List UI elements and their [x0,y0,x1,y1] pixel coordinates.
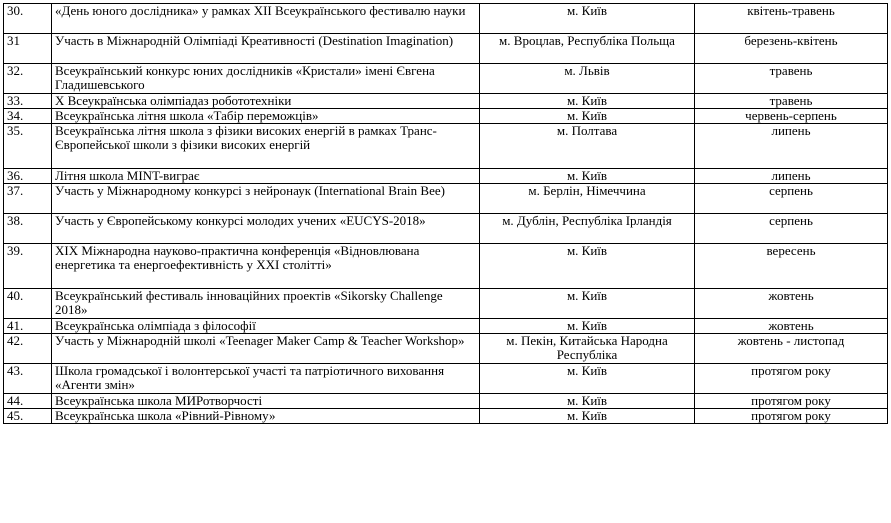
event-title: «День юного дослідника» у рамках ХІІ Всеукраїнського фестивалю науки [52,4,480,34]
event-date: липень [695,169,888,184]
event-title: Участь у Європейському конкурсі молодих учених «EUCYS-2018» [52,214,480,244]
event-place: м. Берлін, Німеччина [480,184,695,214]
events-table [3,3,888,424]
row-number: 33. [4,94,52,109]
table-row [4,169,888,184]
row-number: 35. [4,124,52,169]
event-title: Всеукраїнська олімпіада з філософії [52,319,480,334]
event-title: Х Всеукраїнська олімпіадаз робототехніки [52,94,480,109]
table-row [4,319,888,334]
event-place: м. Київ [480,109,695,124]
row-number: 41. [4,319,52,334]
event-title: Всеукраїнський конкурс юних дослідників «Кристали» імені Євгена Гладишевського [52,64,480,94]
row-number: 45. [4,409,52,424]
event-title: ХІХ Міжнародна науково-практична конференція «Відновлювана енергетика та енергоефективність у ХХІ столітті» [52,244,480,289]
event-title: Участь в Міжнародній Олімпіаді Креативності (Destination Imagination) [52,34,480,64]
event-place: м. Київ [480,409,695,424]
row-number: 39. [4,244,52,289]
row-number: 42. [4,334,52,364]
event-place: м. Київ [480,319,695,334]
table-row [4,394,888,409]
event-date: протягом року [695,364,888,394]
table-row [4,109,888,124]
event-date: вересень [695,244,888,289]
event-date: травень [695,94,888,109]
event-date: липень [695,124,888,169]
row-number: 37. [4,184,52,214]
event-place: м. Київ [480,364,695,394]
row-number: 34. [4,109,52,124]
event-title: Участь у Міжнародному конкурсі з нейронаук (International Brain Bee) [52,184,480,214]
event-title: Участь у Міжнародній школі «Teenager Maker Camp & Teacher Workshop» [52,334,480,364]
event-title: Всеукраїнська літня школа з фізики високих енергій в рамках Транс-Європейської школи з фізики високих енергій [52,124,480,169]
table-row [4,364,888,394]
table-row [4,409,888,424]
event-title: Всеукраїнська школа МИРотворчості [52,394,480,409]
event-date: серпень [695,214,888,244]
event-place: м. Київ [480,244,695,289]
event-place: м. Полтава [480,124,695,169]
event-date: травень [695,64,888,94]
event-date: жовтень [695,319,888,334]
event-date: квітень-травень [695,4,888,34]
event-place: м. Дублін, Республіка Ірландія [480,214,695,244]
row-number: 44. [4,394,52,409]
event-place: м. Вроцлав, Республіка Польща [480,34,695,64]
row-number: 32. [4,64,52,94]
event-date: жовтень [695,289,888,319]
row-number: 38. [4,214,52,244]
event-place: м. Київ [480,169,695,184]
event-place: м. Пекін, Китайська Народна Республіка [480,334,695,364]
row-number: 31 [4,34,52,64]
event-place: м. Київ [480,4,695,34]
table-row [4,34,888,64]
event-date: червень-серпень [695,109,888,124]
event-title: Всеукраїнська школа «Рівний-Рівному» [52,409,480,424]
table-row [4,64,888,94]
table-row [4,184,888,214]
table-row [4,124,888,169]
event-date: протягом року [695,409,888,424]
row-number: 30. [4,4,52,34]
table-row [4,244,888,289]
event-place: м. Київ [480,289,695,319]
table-row [4,289,888,319]
event-place: м. Київ [480,94,695,109]
row-number: 36. [4,169,52,184]
row-number: 43. [4,364,52,394]
event-title: Літня школа MINT-виграє [52,169,480,184]
table-row [4,334,888,364]
table-row [4,4,888,34]
event-date: березень-квітень [695,34,888,64]
event-place: м. Київ [480,394,695,409]
event-date: серпень [695,184,888,214]
event-title: Всеукраїнська літня школа «Табір переможців» [52,109,480,124]
event-title: Всеукраїнський фестиваль інноваційних проектів «Sikorsky Challenge 2018» [52,289,480,319]
event-place: м. Львів [480,64,695,94]
table-row [4,214,888,244]
event-title: Школа громадської і волонтерської участі та патріотичного виховання «Агенти змін» [52,364,480,394]
row-number: 40. [4,289,52,319]
event-date: жовтень - листопад [695,334,888,364]
event-date: протягом року [695,394,888,409]
table-row [4,94,888,109]
